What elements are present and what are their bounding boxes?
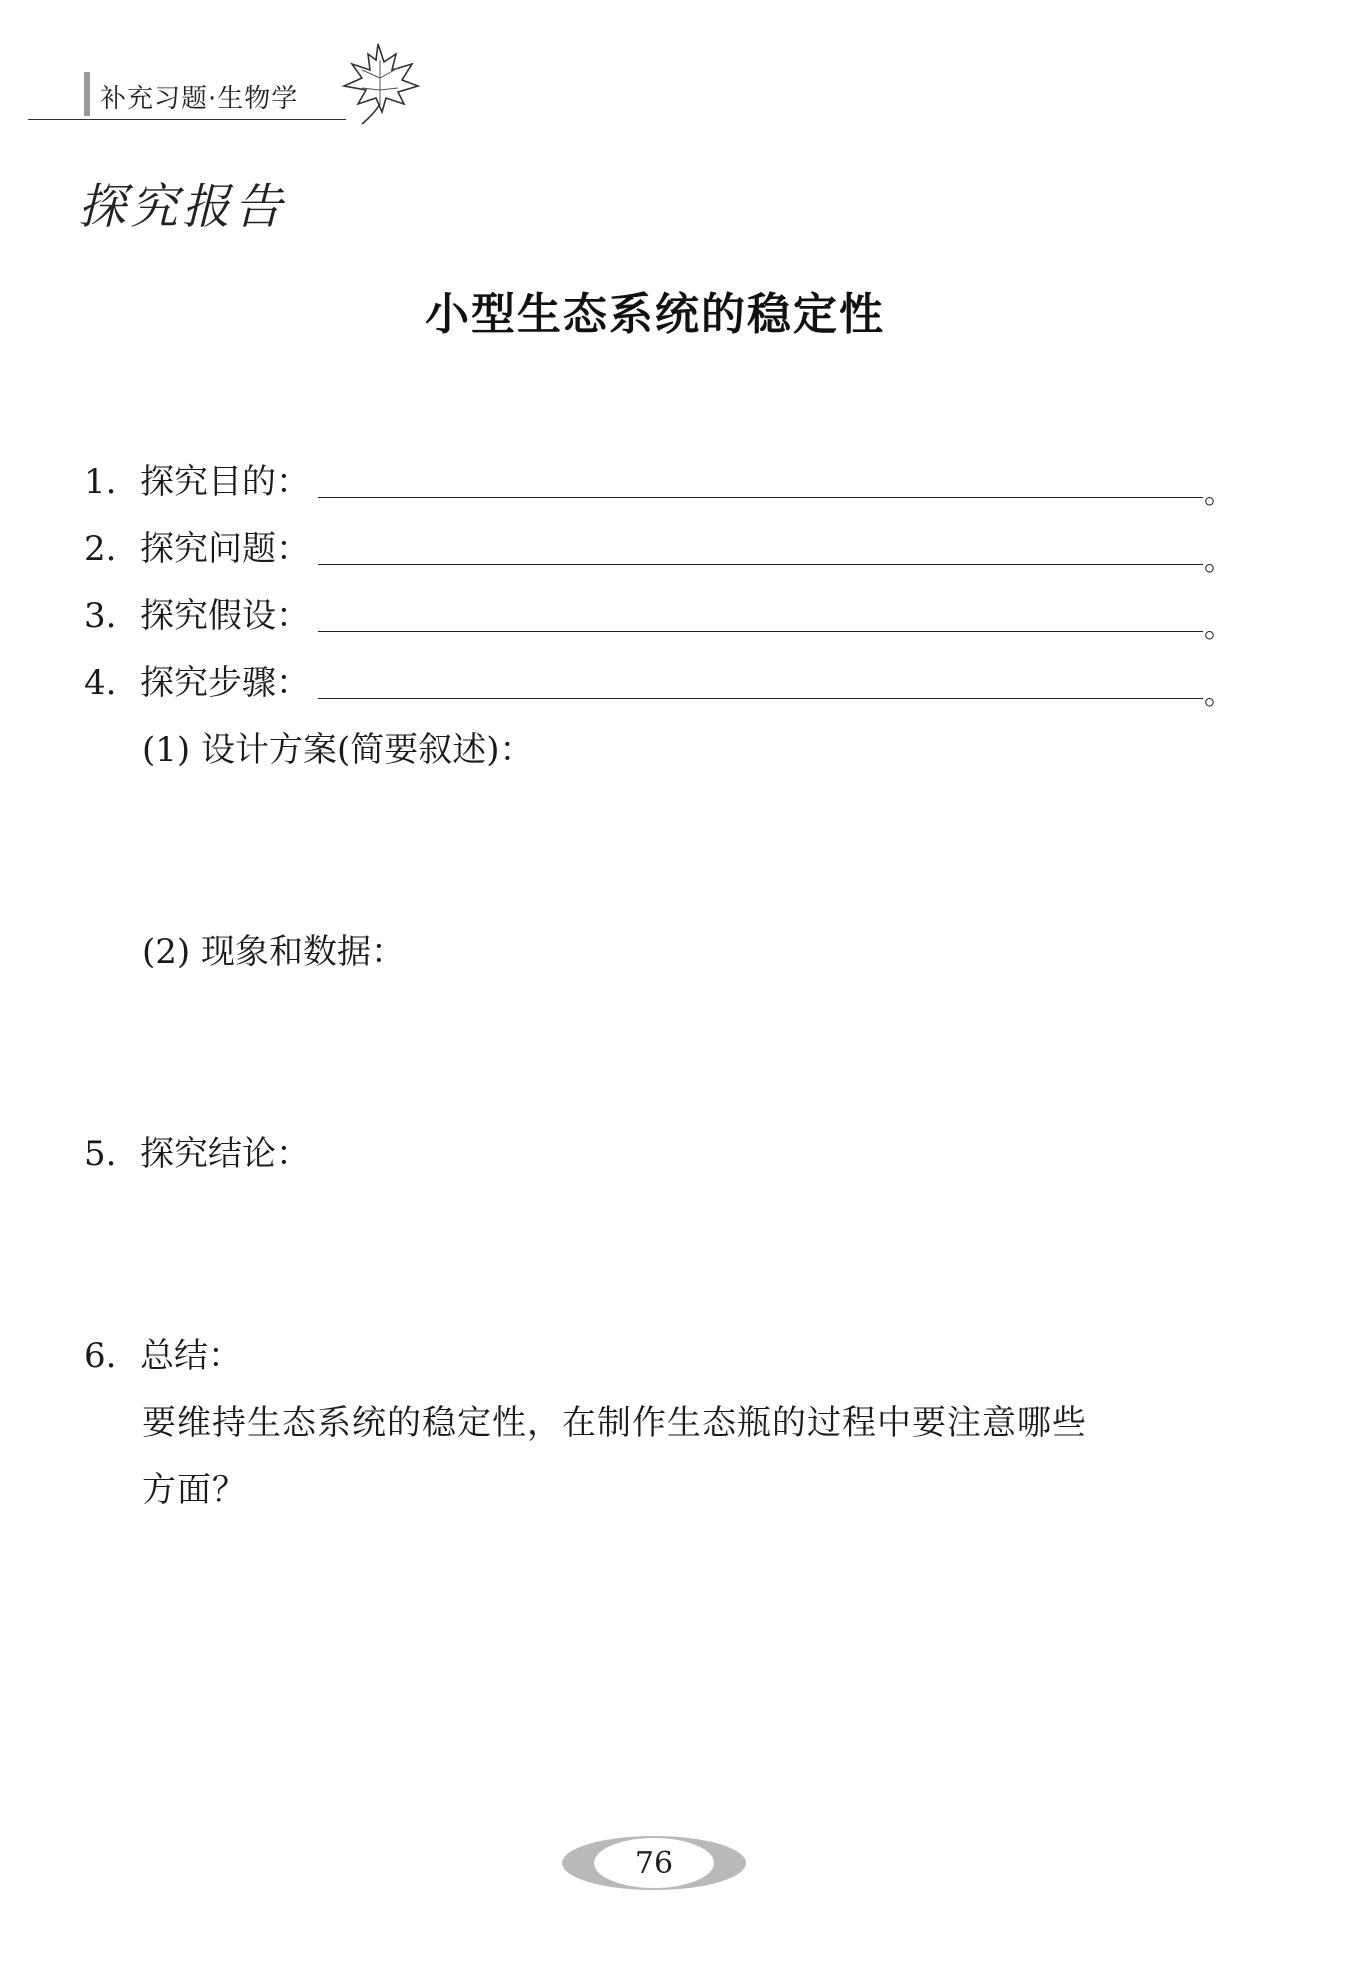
- item-number: 6.: [84, 1336, 117, 1376]
- item-number: 5.: [84, 1134, 117, 1174]
- item-purpose: [84, 454, 310, 503]
- header-rule: [28, 119, 346, 120]
- item-question: [84, 521, 310, 570]
- page-number: 76: [634, 1846, 674, 1881]
- answer-line-steps[interactable]: [318, 698, 1203, 699]
- answer-line-purpose[interactable]: [318, 497, 1203, 498]
- item-number: 2.: [84, 529, 117, 569]
- summary-question-line-1: 要维持生态系统的稳定性，在制作生态瓶的过程中要注意哪些: [142, 1403, 1087, 1443]
- item-number: 1.: [84, 462, 117, 502]
- section-title: 探究报告: [78, 179, 287, 235]
- header-accent-bar: [84, 72, 90, 116]
- item-number: 4.: [84, 663, 117, 703]
- sub-item-design: (1) 设计方案(简要叙述)：: [142, 730, 534, 770]
- item-end-mark: 。: [1204, 476, 1234, 511]
- maple-leaf-icon: [338, 38, 424, 126]
- item-label: 总结：: [140, 1336, 242, 1376]
- series-title: 补充习题·生物学: [100, 84, 299, 114]
- item-conclusion: [84, 1126, 310, 1175]
- answer-line-question[interactable]: [318, 564, 1203, 565]
- item-label: 探究假设：: [140, 596, 310, 636]
- item-label: 探究问题：: [140, 529, 310, 569]
- item-label: 探究目的：: [140, 462, 310, 502]
- item-number: 3.: [84, 596, 117, 636]
- item-end-mark: 。: [1204, 677, 1234, 712]
- item-label: 探究结论：: [140, 1134, 310, 1174]
- page-title: 小型生态系统的稳定性: [425, 289, 885, 340]
- item-steps: [84, 655, 310, 704]
- sub-item-observations: (2) 现象和数据：: [142, 932, 405, 972]
- answer-line-hypothesis[interactable]: [318, 631, 1203, 632]
- item-end-mark: 。: [1204, 543, 1234, 578]
- item-end-mark: 。: [1204, 610, 1234, 645]
- item-summary: [84, 1328, 242, 1377]
- summary-question-line-2: 方面？: [142, 1470, 247, 1510]
- item-label: 探究步骤：: [140, 663, 310, 703]
- item-hypothesis: [84, 588, 310, 637]
